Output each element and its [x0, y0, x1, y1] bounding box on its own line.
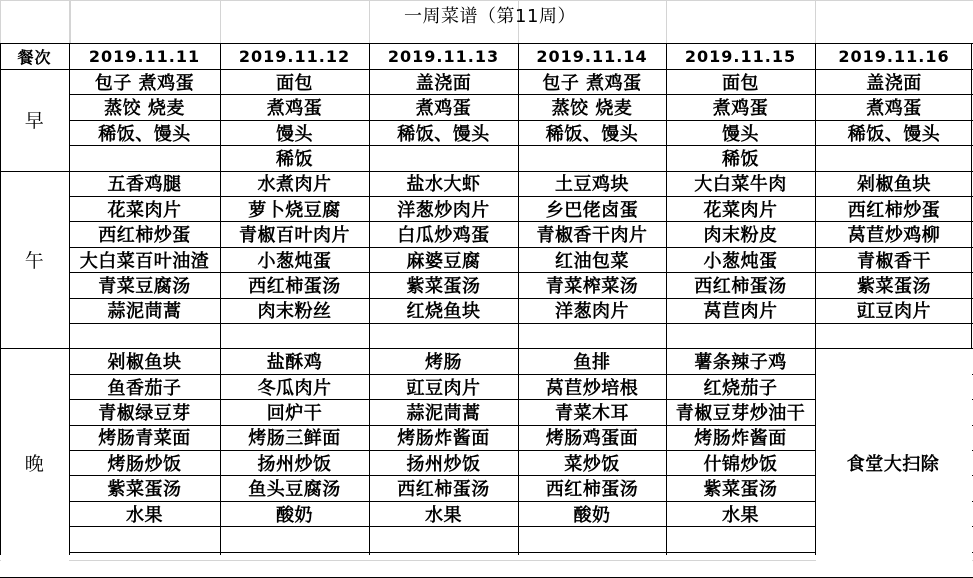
menu-cell[interactable]: 红烧茄子 [703, 377, 778, 399]
menu-cell[interactable]: 剁椒鱼块 [857, 174, 931, 196]
menu-cell[interactable]: 西红柿蛋汤 [545, 479, 639, 501]
page-title[interactable]: 一周菜谱（第11周） [404, 6, 576, 27]
menu-cell[interactable]: 馒头 [276, 123, 313, 145]
menu-cell[interactable]: 烤肠三鲜面 [248, 428, 341, 450]
menu-cell[interactable]: 西红柿蛋汤 [397, 479, 490, 501]
menu-cell[interactable]: 莴苣肉片 [703, 301, 778, 323]
menu-cell[interactable]: 莴苣炒鸡柳 [847, 225, 941, 247]
menu-cell[interactable]: 稀饭、馒头 [98, 123, 191, 145]
header-date[interactable]: 2019.11.15 [684, 47, 797, 66]
menu-cell[interactable]: 花菜肉片 [107, 199, 182, 221]
menu-cell[interactable]: 蒸饺 烧麦 [551, 98, 633, 120]
menu-cell[interactable]: 青椒百叶肉片 [239, 225, 350, 247]
menu-cell[interactable]: 稀饭 [276, 148, 313, 170]
saturday-dinner-note[interactable]: 食堂大扫除 [846, 453, 940, 475]
menu-cell[interactable]: 煮鸡蛋 [712, 98, 769, 120]
menu-cell[interactable]: 鱼排 [573, 352, 611, 374]
menu-cell[interactable]: 馒头 [722, 123, 759, 145]
menu-cell[interactable]: 烤肠 [425, 352, 462, 374]
menu-cell[interactable]: 扬州炒饭 [406, 453, 481, 475]
menu-cell[interactable]: 大白菜牛肉 [694, 174, 787, 196]
menu-cell[interactable]: 紫菜蛋汤 [857, 275, 931, 297]
menu-cell[interactable]: 什锦炒饭 [703, 453, 778, 475]
menu-cell[interactable]: 紫菜蛋汤 [703, 479, 778, 501]
menu-cell[interactable]: 青菜木耳 [555, 402, 629, 424]
menu-cell[interactable]: 白瓜炒鸡蛋 [397, 225, 490, 247]
meal-label-breakfast[interactable]: 早 [24, 110, 45, 133]
gridline-col [220, 0, 221, 43]
menu-cell[interactable]: 豇豆肉片 [857, 301, 931, 323]
menu-cell[interactable]: 稀饭、馒头 [397, 123, 490, 145]
menu-cell[interactable]: 煮鸡蛋 [415, 98, 472, 120]
menu-cell[interactable]: 肉末粉皮 [703, 225, 778, 247]
menu-cell[interactable]: 土豆鸡块 [555, 174, 629, 196]
menu-cell[interactable]: 煮鸡蛋 [266, 98, 323, 120]
menu-cell[interactable]: 西红柿蛋汤 [694, 275, 787, 297]
header-meal[interactable]: 餐次 [17, 48, 52, 67]
menu-cell[interactable]: 青菜豆腐汤 [98, 275, 191, 297]
menu-cell[interactable]: 肉末粉丝 [257, 301, 332, 323]
menu-cell[interactable]: 乡巴佬卤蛋 [545, 199, 639, 221]
menu-cell[interactable]: 烤肠鸡蛋面 [545, 428, 639, 450]
meal-label-lunch[interactable]: 午 [24, 249, 45, 272]
menu-cell[interactable]: 红烧鱼块 [406, 301, 481, 323]
header-date[interactable]: 2019.11.14 [536, 47, 648, 66]
menu-cell[interactable]: 包子 煮鸡蛋 [542, 72, 642, 94]
menu-cell[interactable]: 盐酥鸡 [266, 352, 323, 374]
menu-cell[interactable]: 盖浇面 [415, 72, 472, 94]
menu-cell[interactable]: 花菜肉片 [703, 199, 778, 221]
menu-cell[interactable]: 酸奶 [276, 504, 313, 526]
menu-cell[interactable]: 水果 [722, 504, 759, 526]
menu-cell[interactable]: 煮鸡蛋 [866, 98, 922, 120]
menu-cell[interactable]: 酸奶 [573, 504, 611, 526]
menu-cell[interactable]: 烤肠青菜面 [98, 428, 191, 450]
menu-cell[interactable]: 蒸饺 烧麦 [104, 98, 185, 120]
menu-cell[interactable]: 烤肠炸酱面 [397, 428, 490, 450]
menu-cell[interactable]: 小葱炖蛋 [257, 250, 332, 272]
menu-cell[interactable]: 面包 [722, 72, 759, 94]
menu-cell[interactable]: 稀饭、馒头 [545, 123, 639, 145]
menu-cell[interactable]: 蒜泥茼蒿 [107, 301, 182, 323]
menu-cell[interactable]: 洋葱炒肉片 [397, 199, 490, 221]
menu-cell[interactable]: 剁椒鱼块 [107, 352, 182, 374]
menu-cell[interactable]: 回炉干 [266, 402, 323, 424]
menu-cell[interactable]: 西红柿炒蛋 [98, 225, 191, 247]
header-date[interactable]: 2019.11.16 [838, 47, 950, 66]
menu-cell[interactable]: 小葱炖蛋 [703, 250, 778, 272]
menu-cell[interactable] [518, 145, 666, 170]
menu-cell[interactable]: 薯条辣子鸡 [694, 352, 787, 374]
gridline-col [815, 0, 816, 43]
menu-cell[interactable]: 大白菜百叶油渣 [79, 250, 210, 272]
menu-cell[interactable]: 莴苣炒培根 [545, 377, 639, 399]
menu-cell[interactable]: 青椒绿豆芽 [98, 402, 191, 424]
menu-cell[interactable] [69, 145, 220, 170]
header-date[interactable]: 2019.11.11 [88, 47, 201, 66]
menu-cell[interactable]: 紫菜蛋汤 [406, 275, 481, 297]
menu-cell[interactable] [815, 145, 973, 170]
menu-cell[interactable]: 青椒香干肉片 [536, 225, 648, 247]
menu-cell[interactable]: 烤肠炸酱面 [694, 428, 787, 450]
menu-cell[interactable]: 紫菜蛋汤 [107, 479, 182, 501]
menu-cell[interactable]: 冬瓜肉片 [257, 377, 332, 399]
menu-cell[interactable]: 稀饭、馒头 [847, 123, 941, 145]
menu-cell[interactable]: 面包 [276, 72, 313, 94]
menu-cell[interactable]: 青椒豆芽炒油干 [675, 402, 806, 424]
header-date[interactable]: 2019.11.13 [387, 47, 500, 66]
menu-cell[interactable]: 豇豆肉片 [406, 377, 481, 399]
menu-cell[interactable]: 西红柿炒蛋 [847, 199, 941, 221]
gridline-row [0, 0, 973, 1]
menu-cell[interactable]: 青椒香干 [857, 250, 931, 272]
menu-cell[interactable]: 盐水大虾 [406, 174, 481, 196]
menu-cell[interactable]: 水果 [126, 504, 163, 526]
menu-cell[interactable]: 鱼头豆腐汤 [248, 479, 341, 501]
menu-cell[interactable]: 包子 煮鸡蛋 [94, 72, 195, 94]
menu-cell[interactable]: 鱼香茄子 [107, 377, 182, 399]
meal-label-dinner[interactable]: 晚 [24, 453, 45, 476]
gridline-col [70, 0, 71, 43]
menu-cell[interactable]: 水果 [425, 504, 462, 526]
menu-cell[interactable]: 盖浇面 [866, 72, 922, 94]
menu-cell[interactable]: 稀饭 [722, 148, 759, 170]
gridline-col [0, 0, 1, 43]
menu-cell[interactable]: 洋葱肉片 [555, 301, 629, 323]
menu-cell[interactable]: 西红柿蛋汤 [248, 275, 341, 297]
menu-cell[interactable]: 萝卜烧豆腐 [248, 199, 341, 221]
menu-cell[interactable] [369, 145, 518, 170]
menu-cell[interactable]: 菜炒饭 [564, 453, 620, 475]
header-date[interactable]: 2019.11.12 [238, 47, 351, 66]
menu-cell[interactable]: 五香鸡腿 [107, 174, 182, 196]
menu-cell[interactable]: 水煮肉片 [257, 174, 332, 196]
menu-cell[interactable]: 蒜泥茼蒿 [406, 402, 481, 424]
menu-cell[interactable]: 烤肠炒饭 [107, 453, 182, 475]
menu-cell[interactable]: 麻婆豆腐 [406, 250, 481, 272]
menu-cell[interactable]: 红油包菜 [555, 250, 629, 272]
menu-cell[interactable]: 青菜榨菜汤 [545, 275, 639, 297]
menu-cell[interactable]: 扬州炒饭 [257, 453, 332, 475]
